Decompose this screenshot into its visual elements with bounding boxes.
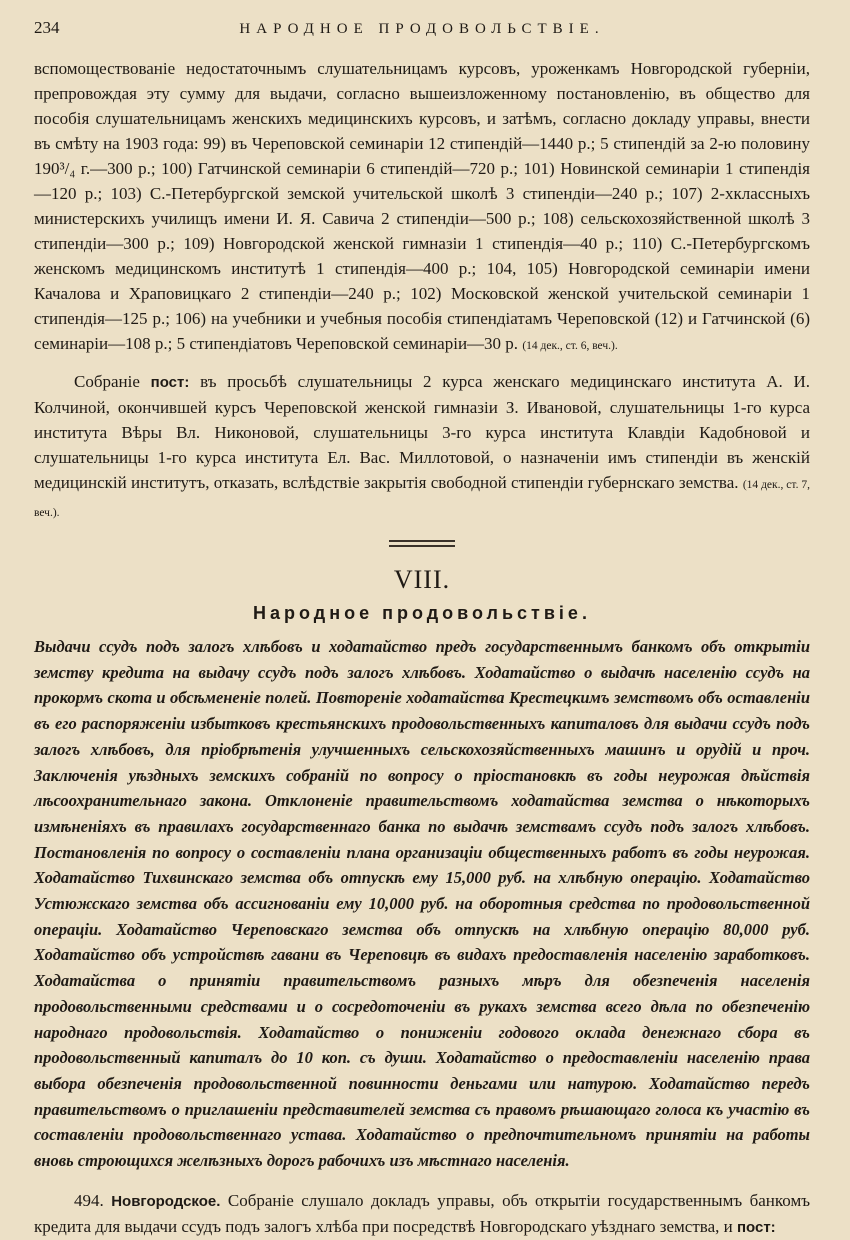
paragraph-zemstvo-name: Новгородское. — [111, 1192, 221, 1210]
paragraph-number: 494. — [74, 1190, 104, 1210]
resolution-prefix: Собраніе — [74, 372, 140, 391]
paragraph-stipends-text: вспомоществованіе недостаточнымъ слушательницамъ курсовъ, уроженкамъ Новгородской губерніи, препровождая эту сумму для выдачи, согласно вышеизложенному постановленію, въ общество для пособія слушательницамъ женскихъ медицинскихъ курсовъ, и затѣмъ, согласно докладу управы, внести въ смѣту на 1903 года: 99) въ Череповской семинаріи 12 стипендій—1440 р.; 5 стипендій за 2-ю половину 190³/₄ г.—300 р.; 100) Гатчинской семинаріи 6 стипендій—720 р.; 101) Новинской семинаріи 1 стипендія—120 р.; 103) С.-Петербургской земской учительской школѣ 3 стипендіи—240 р.; 107) 2-хклассныхъ министерскихъ училищъ имени И. Я. Савича 2 стипендіи—500 р.; 108) сельскохозяйственной школѣ 3 стипендіи—300 р.; 109) Новгородской женской гимназіи 1 стипендія—40 р.; 110) С.-Петербургскомъ женскомъ медицинскомъ институтѣ 1 стипендія—400 р.; 104, 105) Новгородской семинаріи имени Качалова и Храповицкаго 2 стипендіи—240 р.; 102) Московской женской учительской семинаріи 1 стипендія—125 р.; 106) на учебники и учебныя пособія стипендіатамъ Череповской (12) и Гатчинской (6) семинаріи—108 р.; 5 стипендіатовъ Череповской семинаріи—30 р. — [34, 59, 810, 353]
paragraph-494-bold-end: пост: — [736, 1218, 776, 1236]
paragraph-stipends — [34, 56, 810, 359]
paragraph-stipends-ref: (14 дек., ст. 6, веч.). — [522, 340, 618, 352]
resolution-text: въ просьбѣ слушательницы 2 курса женскаго медицинскаго института А. И. Колчиной, окончившей курсъ Череповской женской гимназіи З. Ивановой, слушательницы 1-го курса института Вѣры Вл. Никоновой, слушательницы 3-го курса института Клавдіи Кадобновой и слушательницы 1-го курса института Ел. Вас. Миллотовой, о назначеніи имъ стипендіи въ женскій медицинскій институтъ, отказать, вслѣдствіе закрытія свободной стипендіи губернскаго земства. — [34, 372, 811, 492]
resolution-bold-word: пост: — [150, 374, 190, 391]
page-header — [34, 18, 810, 38]
paragraph-494-text: Собраніе слушало докладъ управы, объ открытіи государственнымъ банкомъ кредита для выдачи ссудъ подъ залогъ хлѣба при посредствѣ Новгородскаго уѣзднаго земства, и — [34, 1190, 811, 1236]
section-summary: Выдачи ссудъ подъ залогъ хлѣбовъ и ходатайство предъ государственнымъ банкомъ объ открытіи земству кредита на выдачу ссудъ подъ залогъ хлѣбовъ. Ходатайство о выдачѣ населенію ссудъ на прокормъ скота и обсѣмененіе полей. Повтореніе ходатайства Крестецкимъ земствомъ объ оставленіи въ его распоряженіи избытковъ крестьянскихъ продовольственныхъ капиталовъ для выдачи ссудъ подъ залогъ хлѣбовъ, для пріобрѣтенія улучшенныхъ сельскохозяйственныхъ машинъ и орудій и проч. Заключенія уѣздныхъ земскихъ собраній по вопросу о пріостановкѣ въ годы неурожая дѣйствія лѣсоохранительнаго закона. Отклоненіе правительствомъ ходатайства земства о нѣкоторыхъ измѣненіяхъ въ правилахъ государственнаго банка по выдачѣ земствамъ ссудъ подъ залогъ хлѣбовъ. Постановленія по вопросу о составленіи плана организаціи общественныхъ работъ въ годы неурожая. Ходатайство Тихвинскаго земства объ отпускѣ ему 15,000 руб. на хлѣбную операцію. Ходатайство Устюжскаго земства объ ассигнованіи ему 10,000 руб. на оборотныя средства по продовольственной операціи. Ходатайство Череповскаго земства объ отпускѣ на хлѣбную операцію 80,000 руб. Ходатайство объ устройствѣ гавани въ Череповцѣ въ видахъ предоставленія населенію заработковъ. Ходатайства о принятіи правительствомъ разныхъ мѣръ для обезпеченія населенія продовольственными средствами и о сосредоточеніи въ рукахъ земства всего дѣла по обезпеченію народнаго продовольствія. Ходатайство о пониженіи годового оклада денежнаго сбора въ продовольственный капиталъ до 10 коп. съ души. Ходатайство о предоставленіи населенію права выбора обезпеченія продовольственной повинности деньгами или натурою. Ходатайство передъ правительствомъ о приглашеніи представителей земства съ правомъ рѣшающаго голоса къ участію въ составленіи продовольственнаго устава. Ходатайство о предпочтительномъ принятіи на работы вновь строющихся желѣзныхъ дорогъ рабочихъ изъ мѣстнаго населенія. — [34, 637, 810, 1171]
section-title: Народное продовольствіе. — [253, 603, 591, 623]
page-number: 234 — [34, 18, 60, 37]
paragraph-resolution — [34, 369, 810, 526]
section-number: VIII. — [393, 565, 451, 594]
paragraph-494 — [34, 1188, 810, 1240]
resolution-ref: (14 дек., ст. 7, веч.). — [34, 479, 811, 519]
running-title: НАРОДНОЕ ПРОДОВОЛЬСТВІЕ. — [239, 21, 605, 37]
section-divider — [389, 540, 455, 547]
